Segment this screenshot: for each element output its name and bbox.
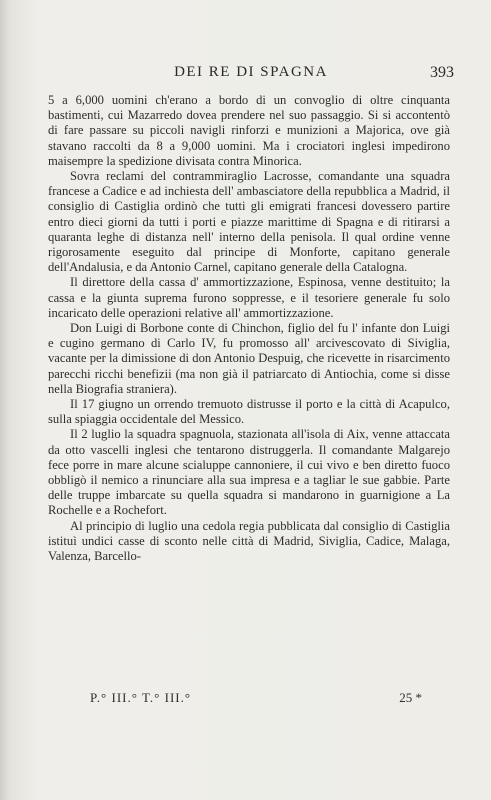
paragraph: Il direttore della cassa d' ammortizzazione, Espinosa, venne destituito; la cassa e la giunta suprema furono soppresse, e il tesoriere generale fu solo incaricato delle operazioni relative all' ammortizzazione. xyxy=(48,275,450,320)
signature-mark: P.° III.° T.° III.° xyxy=(90,690,192,705)
paragraph: Al principio di luglio una cedola regia pubblicata dal consiglio di Castiglia istituì undici casse di sconto nelle città di Madrid, Siviglia, Cadice, Malaga, Valenza, Barcello- xyxy=(48,518,450,564)
running-head: DEI RE DI SPAGNA xyxy=(174,64,328,80)
paragraph: 5 a 6,000 uomini ch'erano a bordo di un convoglio di oltre cinquanta bastimenti, cui Mazarredo dovea prendere nel suo passaggio. Si si accontentò di fare passare su piccoli navigli rinforzi e munizioni a Majorica, ove già stavano raccolti da 8 a 9,000 uomini. Ma i crociatori inglesi impedirono maisempre la spedizione divisata contra Minorica. xyxy=(48,93,450,168)
paragraph: Don Luigi di Borbone conte di Chinchon, figlio del fu l' infante don Luigi e cugino germano di Carlo IV, fu promosso all' arcivescovato di Siviglia, vacante per la dimissione di don Antonio Despuig, che ricevette in risarcimento parecchi ricchi benefizii (ma non già il patriarcato di Antiochia, come si disse nella Biografia straniera). xyxy=(48,321,450,396)
page-number: 393 xyxy=(430,64,454,81)
paragraph: Sovra reclami del contrammiraglio Lacrosse, comandante una squadra francese a Cadice e ad inchiesta dell' ambasciatore della repubblica a Madrid, il consiglio di Castiglia ordinò che tutti gli emigrati francesi dovessero partire entro dieci giorni da tutti i porti e piazze marittime di Spagna e di ritirarsi a quaranta leghe di distanza nell' interno della penisola. Il qual ordine venne rigorosamente eseguito dal principe di Monforte, capitano generale dell'Andalusia, e da Antonio Carnel, capitano generale della Catalogna. xyxy=(48,169,450,275)
body-text xyxy=(48,93,450,564)
page-footer xyxy=(48,690,450,710)
paragraph: Il 2 luglio la squadra spagnuola, stazionata all'isola di Aix, venne attaccata da otto vascelli inglesi che tentarono distruggerla. Il comandante Malgarejo fece porre in mare alcune scialuppe cannoniere, il cui vivo e ben diretto fuoco obbligò il nemico a rinunciare alla sua impresa e a tagliar le sue gabbie. Parte delle truppe imbarcate su quella squadra si mandarono in guarnigione a La Rochelle e a Rochefort. xyxy=(48,427,450,518)
page-header xyxy=(48,64,454,86)
sheet-number: 25 * xyxy=(399,690,422,705)
paragraph: Il 17 giugno un orrendo tremuoto distrusse il porto e la città di Acapulco, sulla spiaggia occidentale del Messico. xyxy=(48,397,450,427)
